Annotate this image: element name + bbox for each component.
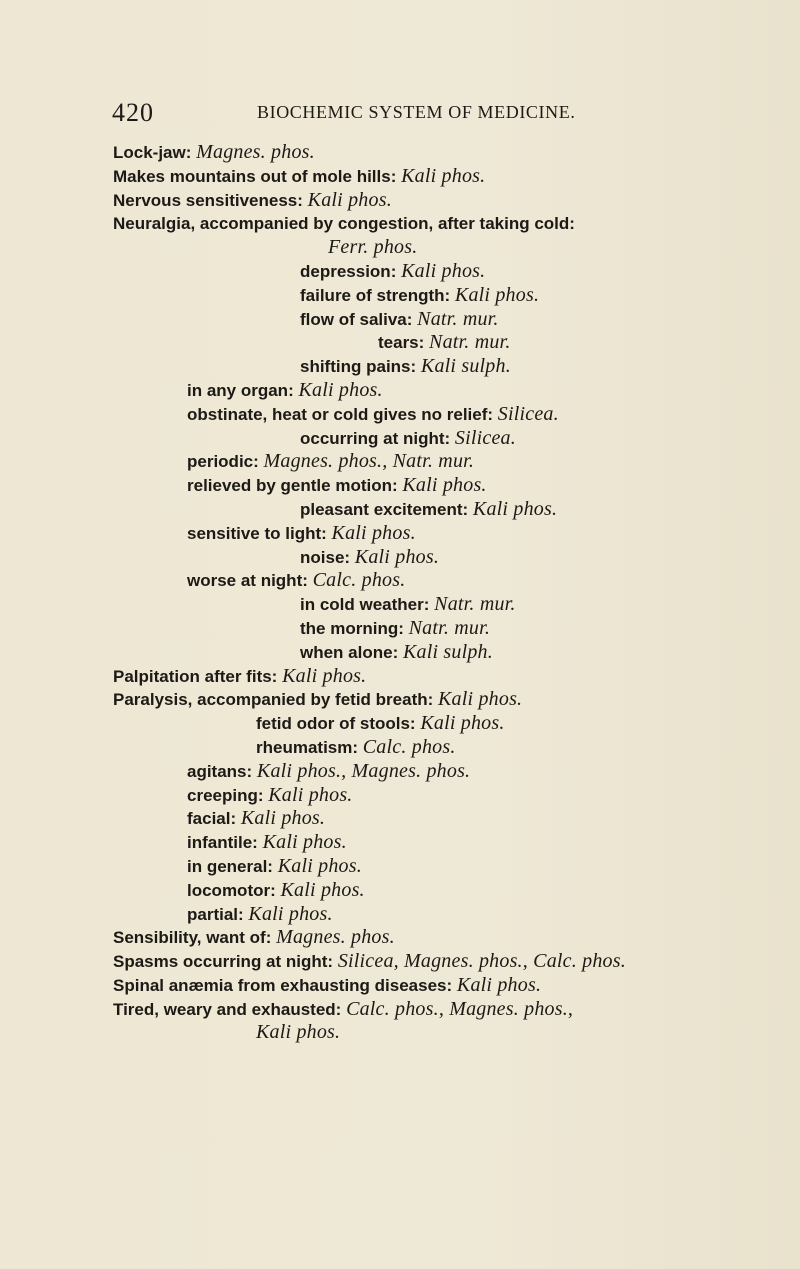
entry-remedy: Ferr. phos. bbox=[328, 236, 418, 259]
entry-remedy: Kali phos. bbox=[401, 164, 486, 187]
entry-partial bbox=[113, 903, 753, 927]
entry-infantile bbox=[113, 831, 753, 855]
entry-remedy: Kali phos. bbox=[298, 378, 383, 401]
entry-label: occurring at night: bbox=[300, 428, 451, 448]
entry-remedy: Natr. mur. bbox=[429, 331, 511, 354]
entry-remedy: Magnes. phos. bbox=[196, 141, 315, 163]
entry-remedy: Kali phos. bbox=[282, 664, 367, 687]
entry-label: the morning: bbox=[300, 618, 404, 638]
entry-shifting-pains bbox=[113, 355, 753, 379]
entry-label: Spasms occurring at night: bbox=[113, 952, 334, 972]
entry-label: facial: bbox=[187, 809, 237, 829]
entry-tired-weary-continued bbox=[113, 1021, 753, 1045]
entry-label: partial: bbox=[187, 904, 244, 924]
entry-label: relieved by gentle motion: bbox=[187, 476, 398, 496]
entry-label: when alone: bbox=[300, 642, 399, 662]
entry-label: Makes mountains out of mole hills: bbox=[113, 166, 397, 186]
entry-neuralgia bbox=[113, 212, 753, 236]
entry-remedy: Calc. phos., Magnes. phos., bbox=[346, 997, 574, 1020]
entry-agitans bbox=[113, 760, 753, 784]
entry-depression bbox=[113, 260, 753, 284]
entry-label: noise: bbox=[300, 547, 351, 567]
entry-label: Neuralgia, accompanied by congestion, after taking cold: bbox=[113, 214, 575, 234]
entry-remedy: Silicea. bbox=[497, 402, 559, 425]
entry-remedy: Kali phos. bbox=[331, 521, 416, 544]
entry-locomotor bbox=[113, 879, 753, 903]
entry-label: tears: bbox=[378, 333, 425, 353]
entry-remedy: Kali phos. bbox=[438, 688, 523, 711]
entry-in-general bbox=[113, 855, 753, 879]
entry-label: Lock-jaw: bbox=[113, 143, 192, 162]
entry-remedy: Kali phos. bbox=[472, 497, 558, 520]
entry-label: in any organ: bbox=[187, 380, 294, 400]
entry-label: Nervous sensitiveness: bbox=[113, 190, 303, 210]
entry-remedy: Kali phos. bbox=[256, 1021, 341, 1044]
entry-noise bbox=[113, 546, 753, 570]
page-header bbox=[112, 98, 712, 128]
entry-periodic bbox=[113, 450, 753, 474]
entry-the-morning bbox=[113, 617, 753, 641]
entry-remedy: Kali phos. bbox=[277, 854, 362, 877]
entry-rheumatism bbox=[113, 736, 753, 760]
entry-tired-weary bbox=[113, 998, 753, 1022]
entry-remedy: Kali sulph. bbox=[420, 355, 511, 378]
entry-label: locomotor: bbox=[187, 880, 276, 900]
entry-label: agitans: bbox=[187, 761, 253, 781]
entry-remedy: Calc. phos. bbox=[362, 735, 456, 758]
entry-label: obstinate, heat or cold gives no relief: bbox=[187, 404, 494, 424]
entry-label: Paralysis, accompanied by fetid breath: bbox=[113, 690, 434, 710]
entry-label: Palpitation after fits: bbox=[113, 666, 278, 686]
entry-remedy: Silicea. bbox=[454, 426, 516, 449]
entry-facial bbox=[113, 807, 753, 831]
entry-palpitation bbox=[113, 665, 753, 689]
entry-label: Spinal anæmia from exhausting diseases: bbox=[113, 975, 453, 995]
entry-in-any-organ bbox=[113, 379, 753, 403]
entry-remedy: Natr. mur. bbox=[417, 307, 499, 330]
entry-remedy: Kali phos., Magnes. phos. bbox=[256, 759, 471, 782]
entry-worse-at-night bbox=[113, 569, 753, 593]
entry-mole-hills bbox=[113, 165, 753, 189]
running-title: BIOCHEMIC SYSTEM OF MEDICINE. bbox=[257, 102, 576, 122]
entry-remedy: Kali phos. bbox=[454, 283, 540, 306]
entry-remedy: Kali phos. bbox=[240, 807, 326, 830]
page-number: 420 bbox=[112, 98, 154, 127]
entry-label: failure of strength: bbox=[300, 285, 451, 305]
entry-occurring-at-night bbox=[113, 427, 753, 451]
entry-label: in cold weather: bbox=[300, 595, 430, 615]
entry-remedy: Kali phos. bbox=[456, 973, 542, 996]
entry-remedy: Kali phos. bbox=[307, 188, 392, 211]
entry-lock-jaw bbox=[113, 141, 753, 165]
entry-label: rheumatism: bbox=[256, 737, 359, 757]
entry-remedy: Natr. mur. bbox=[434, 593, 516, 616]
entry-pleasant-excitement bbox=[113, 498, 753, 522]
entry-label: shifting pains: bbox=[300, 357, 417, 377]
entry-label: infantile: bbox=[187, 833, 258, 853]
entry-sensibility bbox=[113, 926, 753, 950]
entry-remedy: Kali phos. bbox=[402, 474, 487, 497]
entry-remedy: Kali phos. bbox=[354, 545, 440, 568]
entry-remedy: Kali phos. bbox=[401, 259, 486, 282]
entry-paralysis bbox=[113, 688, 753, 712]
entry-spinal-anaemia bbox=[113, 974, 753, 998]
entry-nervous-sensitiveness bbox=[113, 189, 753, 213]
entry-label: pleasant excitement: bbox=[300, 499, 469, 519]
entry-remedy: Magnes. phos., Natr. mur. bbox=[263, 450, 475, 473]
entry-sensitive-to-light bbox=[113, 522, 753, 546]
entry-tears bbox=[113, 331, 753, 355]
entry-label: flow of saliva: bbox=[300, 309, 413, 329]
entry-remedy: Kali phos. bbox=[262, 831, 347, 854]
entry-label: periodic: bbox=[187, 452, 259, 472]
entry-neuralgia-remedy bbox=[113, 236, 753, 260]
repertory-entries bbox=[113, 141, 753, 1045]
entry-remedy: Kali sulph. bbox=[402, 640, 493, 663]
entry-remedy: Kali phos. bbox=[248, 902, 333, 925]
entry-remedy: Calc. phos. bbox=[312, 569, 406, 592]
entry-flow-of-saliva bbox=[113, 308, 753, 332]
entry-label: creeping: bbox=[187, 785, 264, 805]
entry-label: in general: bbox=[187, 856, 273, 876]
entry-label: worse at night: bbox=[187, 571, 308, 591]
entry-label: depression: bbox=[300, 261, 397, 281]
entry-remedy: Kali phos. bbox=[268, 783, 353, 806]
entry-relieved-by-gentle-motion bbox=[113, 474, 753, 498]
entry-spasms bbox=[113, 950, 753, 974]
entry-fetid-odor bbox=[113, 712, 753, 736]
entry-in-cold-weather bbox=[113, 593, 753, 617]
entry-label: Tired, weary and exhausted: bbox=[113, 999, 342, 1019]
entry-remedy: Silicea, Magnes. phos., Calc. phos. bbox=[337, 950, 626, 973]
entry-label: Sensibility, want of: bbox=[113, 928, 272, 948]
entry-remedy: Natr. mur. bbox=[408, 616, 491, 639]
entry-label: fetid odor of stools: bbox=[256, 714, 416, 734]
entry-label: sensitive to light: bbox=[187, 523, 327, 543]
entry-obstinate bbox=[113, 403, 753, 427]
entry-failure-of-strength bbox=[113, 284, 753, 308]
entry-remedy: Magnes. phos. bbox=[276, 926, 395, 949]
entry-creeping bbox=[113, 784, 753, 808]
entry-remedy: Kali phos. bbox=[420, 712, 505, 735]
entry-remedy: Kali phos. bbox=[280, 878, 365, 901]
entry-when-alone bbox=[113, 641, 753, 665]
